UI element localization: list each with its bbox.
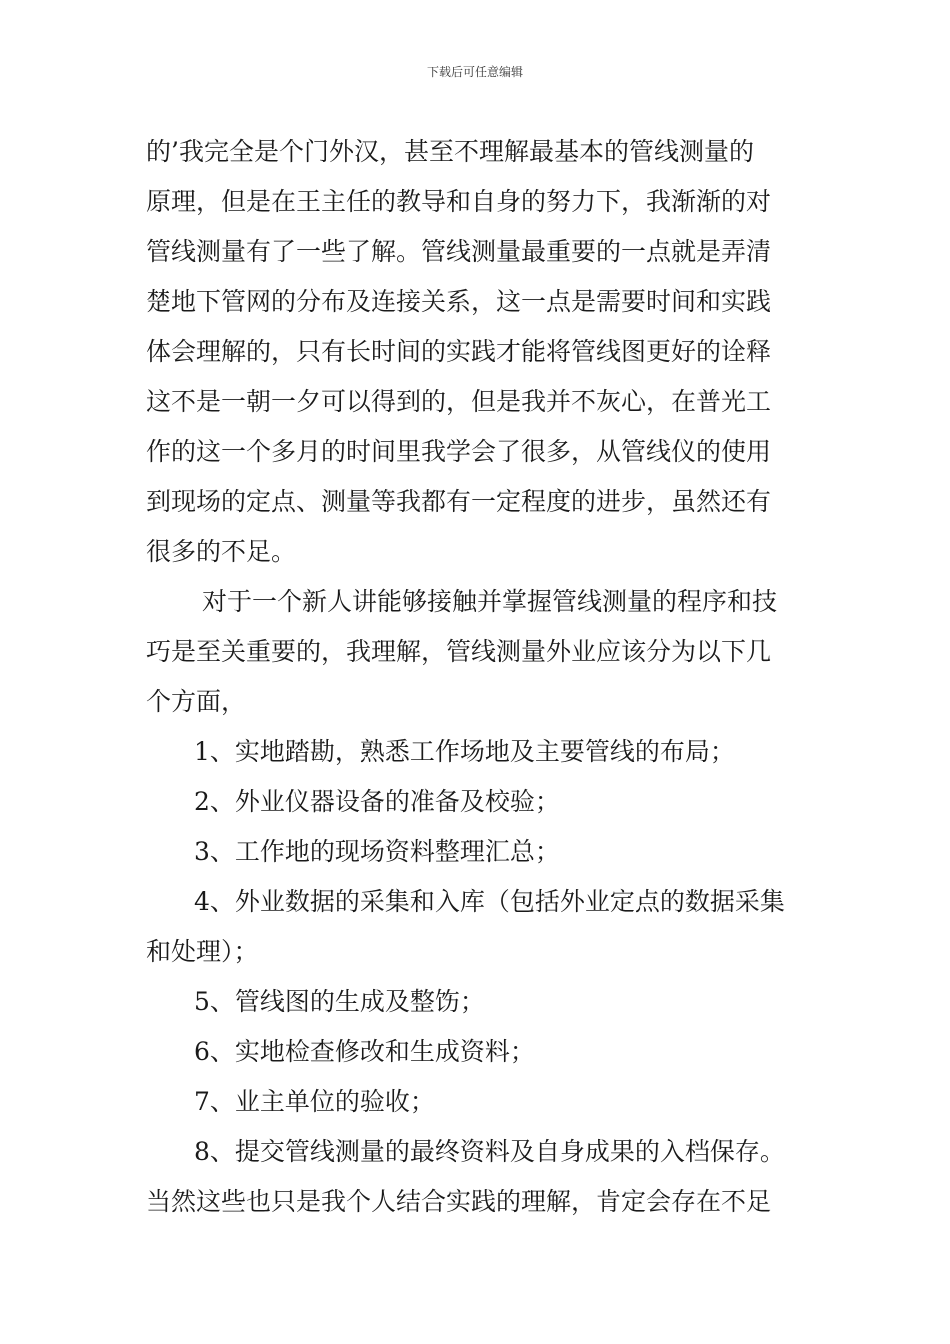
list-item: 3、工作地的现场资料整理汇总； — [194, 837, 560, 866]
list-item: 8、提交管线测量的最终资料及自身成果的入档保存。 — [194, 1137, 785, 1166]
text-line: 巧是至关重要的，我理解，管线测量外业应该分为以下几 — [146, 637, 772, 666]
page-header: 下载后可任意编辑 — [426, 65, 523, 79]
text-line: 和处理）； — [146, 937, 259, 966]
list-item: 7、业主单位的验收； — [194, 1087, 435, 1116]
text-line: 很多的不足。 — [146, 537, 297, 566]
list-item: 6、实地检查修改和生成资料； — [194, 1037, 535, 1066]
list-item: 5、管线图的生成及整饬； — [194, 987, 485, 1016]
text-line: 个方面， — [146, 687, 247, 716]
text-line: 管线测量有了一些了解。管线测量最重要的一点就是弄清 — [146, 237, 772, 266]
text-line: 到现场的定点、测量等我都有一定程度的进步，虽然还有 — [146, 487, 772, 516]
text-line: 原理，但是在王主任的教导和自身的努力下，我渐渐的对 — [146, 187, 772, 216]
list-item: 2、外业仪器设备的准备及校验； — [194, 787, 560, 816]
paragraph-start-line: 对于一个新人讲能够接触并掌握管线测量的程序和技 — [202, 587, 778, 616]
text-line: 当然这些也只是我个人结合实践的理解，肯定会存在不足 — [146, 1187, 772, 1216]
text-line: 作的这一个多月的时间里我学会了很多，从管线仪的使用 — [146, 437, 772, 466]
text-line: 楚地下管网的分布及连接关系，这一点是需要时间和实践 — [146, 287, 772, 316]
text-line: 体会理解的，只有长时间的实践才能将管线图更好的诠释 — [146, 337, 772, 366]
list-item: 1、实地踏勘，熟悉工作场地及主要管线的布局； — [194, 737, 735, 766]
document-body — [146, 127, 810, 1227]
text-line: 的’我完全是个门外汉，甚至不理解最基本的管线测量的 — [146, 137, 754, 166]
list-item: 4、外业数据的采集和入库（包括外业定点的数据采集 — [194, 887, 785, 916]
text-line: 这不是一朝一夕可以得到的，但是我并不灰心，在普光工 — [146, 387, 772, 416]
